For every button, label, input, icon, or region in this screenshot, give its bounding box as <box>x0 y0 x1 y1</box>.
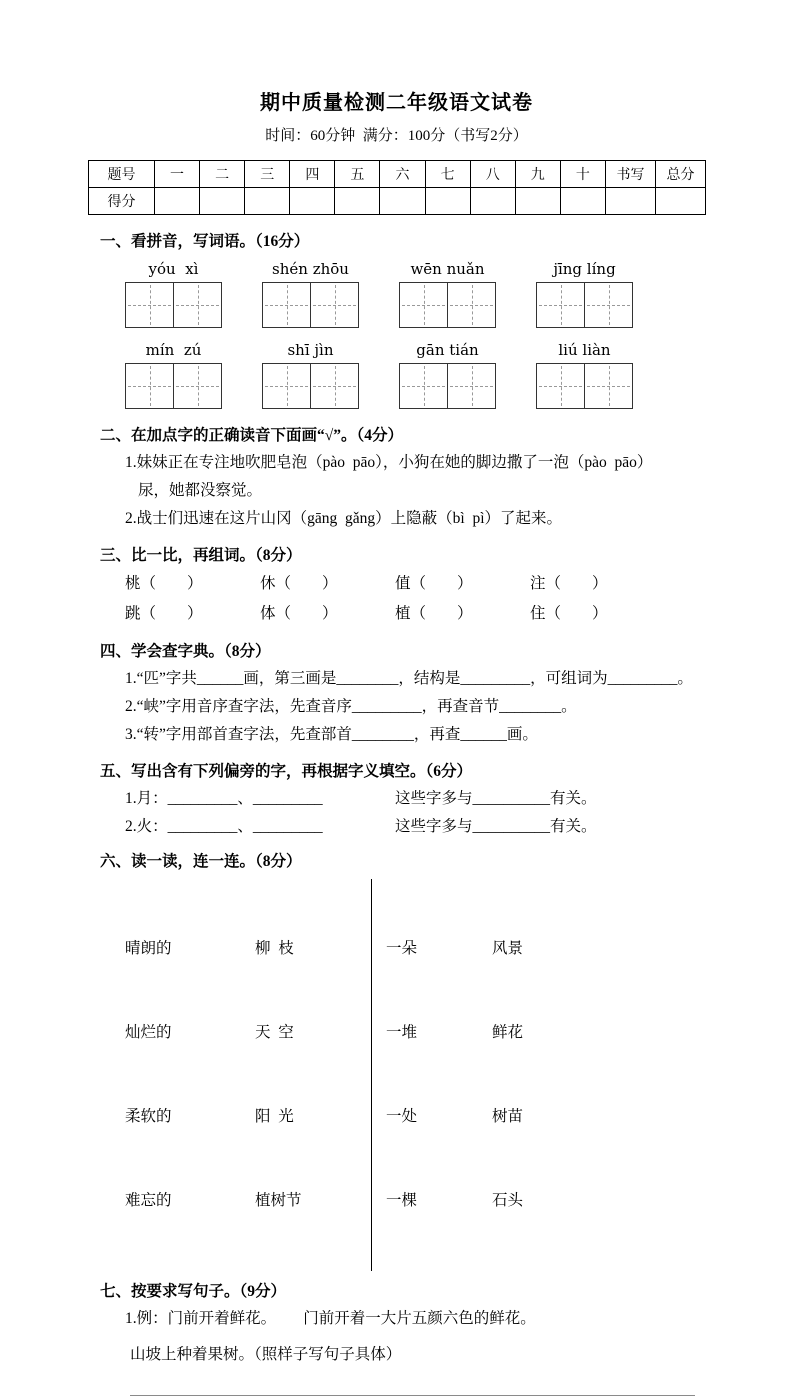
match-column-adjectives <box>125 879 255 1271</box>
section-3 <box>88 543 705 629</box>
grid-cell <box>125 363 174 409</box>
pinyin-row-1 <box>125 259 705 328</box>
score-table-header-cell: 十 <box>560 161 605 188</box>
score-empty-cell <box>425 188 470 215</box>
pinyin-word <box>399 259 496 328</box>
question-item: 1.妹妹正在专注地吹肥皂泡（pào pāo），小狗在她的脚边撒了一泡（pào pāo） <box>125 454 653 471</box>
writing-grid <box>399 363 496 409</box>
match-item: 树苗 <box>492 1108 524 1125</box>
score-table-header-cell: 五 <box>335 161 380 188</box>
match-item: 难忘的 <box>125 1192 172 1209</box>
question-item: 2.战士们迅速在这片山冈（gāng gǎng）上隐蔽（bì pì）了起来。 <box>125 510 562 527</box>
score-table-header-cell: 三 <box>245 161 290 188</box>
radical-fill-meaning: 这些字多与__________有关。 <box>395 818 597 835</box>
section-6-heading: 六、读一读，连一连。（8分） <box>100 853 302 870</box>
score-table <box>88 160 706 215</box>
section-5-heading: 五、写出含有下列偏旁的字，再根据字义填空。（6分） <box>100 763 473 780</box>
match-column-nouns <box>255 879 372 1271</box>
score-table-header-row <box>89 161 706 188</box>
section-4-heading: 四、学会查字典。（8分） <box>100 643 271 660</box>
section-4 <box>88 639 705 749</box>
question-item: 1.“匹”字共______画，第三画是________，结构是_________，可组词为_________。 <box>125 670 693 687</box>
score-table-header-cell: 六 <box>380 161 425 188</box>
match-item: 阳 光 <box>255 1108 294 1125</box>
match-item: 一棵 <box>386 1192 418 1209</box>
pinyin-label: gān tián <box>416 341 479 359</box>
writing-grid <box>125 363 222 409</box>
word-compare-row <box>125 569 665 599</box>
writing-grid <box>536 282 633 328</box>
match-item: 一朵 <box>386 940 418 957</box>
question-item-continuation: 尿，她都没察觉。 <box>138 482 263 499</box>
pinyin-word <box>536 340 633 409</box>
pinyin-label: jīng líng <box>553 260 616 278</box>
pinyin-word <box>399 340 496 409</box>
match-column-measure-words <box>372 879 492 1271</box>
question-item: 3.“转”字用部首查字法，先查部首________，再查______画。 <box>125 726 538 743</box>
match-item: 晴朗的 <box>125 940 172 957</box>
word-compare-item: 植（ ） <box>395 605 473 622</box>
word-compare-item: 值（ ） <box>395 575 473 592</box>
question-item: 山坡上种着果树。（照样子写句子具体） <box>130 1346 402 1363</box>
score-empty-cell <box>606 188 656 215</box>
match-item: 植树节 <box>255 1192 302 1209</box>
section-2-heading: 二、在加点字的正确读音下面画“√”。（4分） <box>100 427 404 444</box>
grid-cell <box>310 282 359 328</box>
question-item: 2.“峡”字用音序查字法，先查音序_________，再查音节________。 <box>125 698 577 715</box>
score-empty-cell <box>380 188 425 215</box>
pinyin-label: liú liàn <box>558 341 611 359</box>
score-table-header-cell: 七 <box>425 161 470 188</box>
grid-cell <box>125 282 174 328</box>
score-empty-cell <box>200 188 245 215</box>
radical-fill-blanks: 1.月：_________、_________ <box>125 790 323 807</box>
grid-cell <box>173 363 222 409</box>
radical-fill-row <box>125 813 705 841</box>
score-table-header-cell: 八 <box>470 161 515 188</box>
pinyin-label: shén zhōu <box>272 260 349 278</box>
question-item: 1.例：门前开着鲜花。 门前开着一大片五颜六色的鲜花。 <box>125 1310 536 1327</box>
score-table-header-cell: 总分 <box>656 161 706 188</box>
writing-grid <box>262 282 359 328</box>
radical-fill-blanks: 2.火：_________、_________ <box>125 818 323 835</box>
score-table-header-cell: 二 <box>200 161 245 188</box>
word-compare-item: 桃（ ） <box>125 575 203 592</box>
pinyin-word <box>125 340 222 409</box>
match-item: 一堆 <box>386 1024 418 1041</box>
match-item: 柔软的 <box>125 1108 172 1125</box>
score-empty-cell <box>290 188 335 215</box>
score-empty-cell <box>335 188 380 215</box>
score-table-header-cell: 一 <box>155 161 200 188</box>
match-item: 鲜花 <box>492 1024 524 1041</box>
grid-cell <box>584 363 633 409</box>
section-1 <box>88 229 705 409</box>
score-table-header-cell: 题号 <box>89 161 155 188</box>
section-3-heading: 三、比一比，再组词。（8分） <box>100 547 302 564</box>
match-item: 石头 <box>492 1192 524 1209</box>
score-table-header-cell: 四 <box>290 161 335 188</box>
score-empty-cell <box>656 188 706 215</box>
pinyin-word <box>536 259 633 328</box>
score-empty-cell <box>155 188 200 215</box>
score-empty-cell <box>470 188 515 215</box>
score-empty-cell <box>560 188 605 215</box>
grid-cell <box>262 282 311 328</box>
match-item: 风景 <box>492 940 524 957</box>
grid-cell <box>584 282 633 328</box>
pinyin-label: mín zú <box>145 341 202 359</box>
word-compare-item: 住（ ） <box>530 605 608 622</box>
grid-cell <box>399 282 448 328</box>
pinyin-word <box>262 340 359 409</box>
word-compare-item: 体（ ） <box>260 605 338 622</box>
grid-cell <box>536 363 585 409</box>
section-2 <box>88 423 705 533</box>
section-1-heading: 一、看拼音，写词语。（16分） <box>100 233 310 250</box>
grid-cell <box>262 363 311 409</box>
pinyin-word <box>262 259 359 328</box>
pinyin-label: wēn nuǎn <box>410 260 485 278</box>
grid-cell <box>173 282 222 328</box>
score-empty-cell <box>515 188 560 215</box>
match-item: 一处 <box>386 1108 418 1125</box>
pinyin-row-2 <box>125 340 705 409</box>
match-column-objects <box>492 879 523 1271</box>
match-item: 柳 枝 <box>255 940 294 957</box>
writing-grid <box>536 363 633 409</box>
section-5 <box>88 759 705 841</box>
section-6 <box>88 849 705 1271</box>
section-7 <box>88 1279 705 1369</box>
grid-cell <box>447 282 496 328</box>
word-compare-item: 注（ ） <box>530 575 608 592</box>
writing-grid <box>262 363 359 409</box>
radical-fill-row <box>125 785 705 813</box>
grid-cell <box>399 363 448 409</box>
score-table-header-cell: 书写 <box>606 161 656 188</box>
score-empty-cell <box>245 188 290 215</box>
writing-grid <box>399 282 496 328</box>
pinyin-word <box>125 259 222 328</box>
word-compare-item: 跳（ ） <box>125 605 203 622</box>
score-label-cell: 得分 <box>89 188 155 215</box>
section-7-heading: 七、按要求写句子。（9分） <box>100 1283 287 1300</box>
match-item: 灿烂的 <box>125 1024 172 1041</box>
score-table-header-cell: 九 <box>515 161 560 188</box>
score-table-score-row <box>89 188 706 215</box>
exam-info: 时间：60分钟 满分：100分（书写2分） <box>265 128 528 144</box>
writing-grid <box>125 282 222 328</box>
word-compare-item: 休（ ） <box>260 575 338 592</box>
matching-exercise <box>125 879 705 1271</box>
exam-title: 期中质量检测二年级语文试卷 <box>260 92 533 114</box>
grid-cell <box>447 363 496 409</box>
word-compare-row <box>125 599 665 629</box>
match-item: 天 空 <box>255 1024 294 1041</box>
radical-fill-meaning: 这些字多与__________有关。 <box>395 790 597 807</box>
grid-cell <box>536 282 585 328</box>
pinyin-label: shī jìn <box>287 341 334 359</box>
pinyin-label: yóu xì <box>148 260 199 278</box>
grid-cell <box>310 363 359 409</box>
